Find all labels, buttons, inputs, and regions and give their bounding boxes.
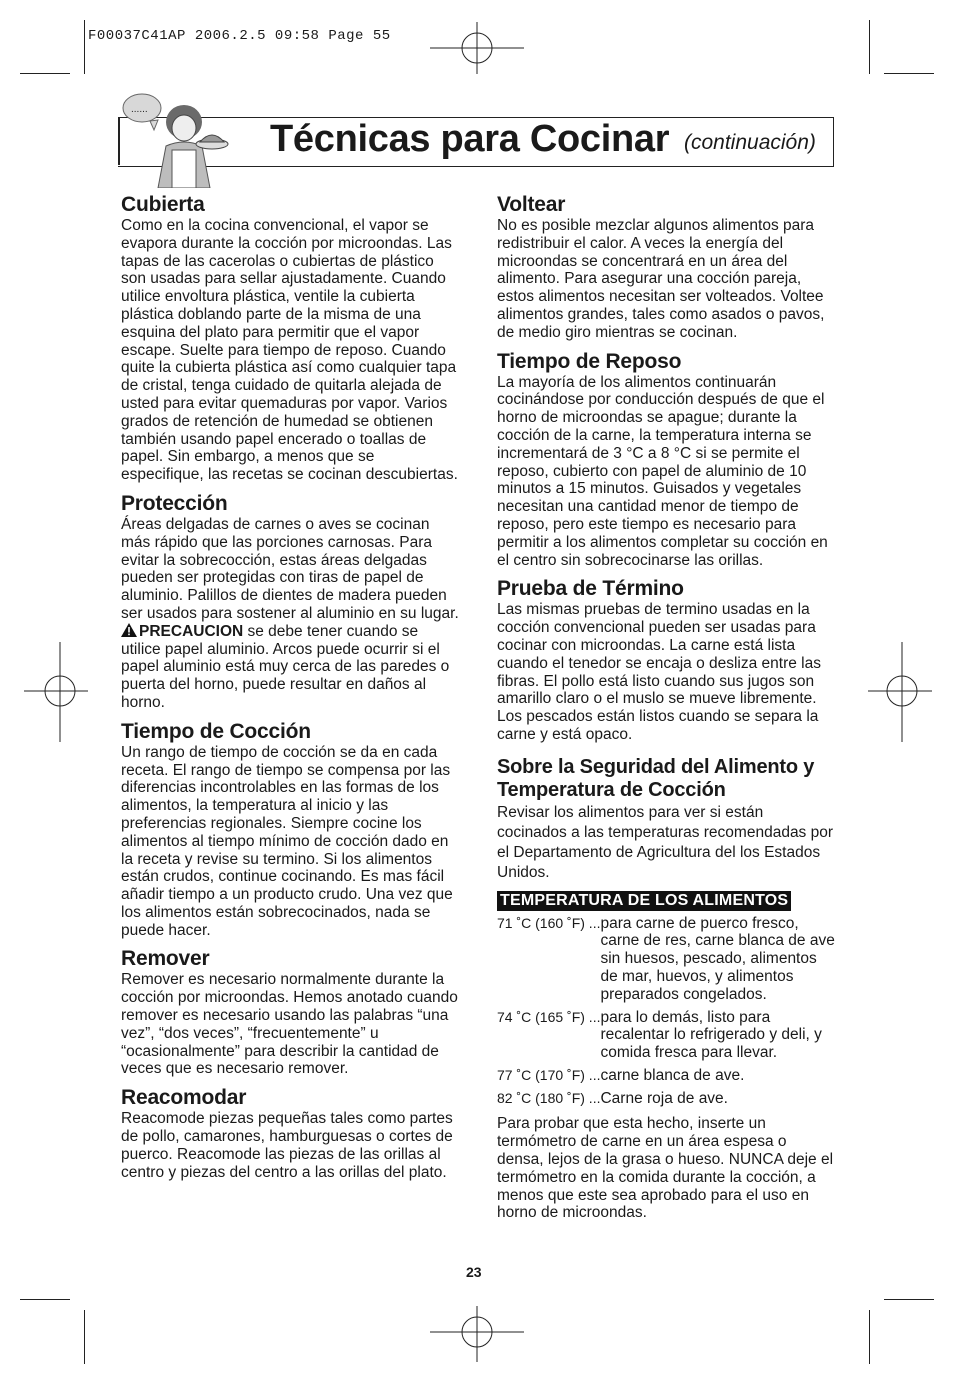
- section-prueba-termino: [497, 577, 837, 743]
- crop-mark: [20, 73, 70, 74]
- section-heading: Cubierta: [121, 193, 205, 216]
- section-seguridad: [497, 756, 837, 1223]
- registration-target-icon: [430, 22, 524, 74]
- section-tiempo-reposo: [497, 350, 837, 570]
- page-number: 23: [466, 1264, 482, 1280]
- section-heading: Sobre la Seguridad del Alimento y Temperatura de Cocción: [497, 755, 815, 801]
- section-voltear: [497, 193, 837, 342]
- page-subtitle: (continuación): [684, 131, 816, 154]
- temperature-description: para lo demás, listo para recalentar lo refrigerado y deli, y comida fresca para llevar.: [600, 1008, 822, 1062]
- section-reacomodar: [121, 1086, 461, 1181]
- table-row: [497, 1067, 837, 1085]
- crop-mark: [84, 1310, 85, 1364]
- section-body: No es posible mezclar algunos alimentos para redistribuir el calor. A veces la energía del microondas se concentrará en un área del alimento. Para asegurar una cocción pareja, estos alimentos necesitan ser volteados. Voltee alimentos grandes, tales como asados o pavos, de medio giro mientras se cocinan.: [497, 217, 825, 341]
- section-body: Reacomode piezas pequeñas tales como partes de pollo, camarones, hamburguesas o cortes de puerco. Reacomode las piezas de las orillas al centro y piezas del centro a las orillas del plato.: [121, 1110, 453, 1181]
- registration-target-icon: [24, 642, 88, 742]
- crop-mark: [884, 1299, 934, 1300]
- crop-mark: [884, 73, 934, 74]
- section-heading: Remover: [121, 947, 210, 971]
- table-row: [497, 915, 837, 1004]
- section-body: Revisar los alimentos para ver si están cocinados a las temperaturas recomendadas por el Departamento de Agricultura del los Estados Unidos.: [497, 803, 834, 881]
- caution-label: PRECAUCION: [139, 622, 244, 640]
- crop-mark: [84, 20, 85, 74]
- crop-mark: [20, 1299, 70, 1300]
- speech-bubble-text: ......: [131, 104, 148, 115]
- section-heading: Protección: [121, 491, 228, 515]
- temperature-description: para carne de puerco fresco, carne de res, carne blanca de ave sin huesos, pescado, alimentos de mar, huevos, y alimentos preparados congelados.: [600, 914, 835, 1003]
- page-title: Técnicas para Cocinar: [270, 118, 670, 160]
- temperature-value: 71 ˚C (160 ˚F) ...: [497, 914, 601, 931]
- crop-mark: [869, 1310, 870, 1364]
- caution-body: se debe tener cuando se utilice papel aluminio. Arcos puede ocurrir si el papel aluminio está muy cerca de las paredes o puerta del horno, puede resultar en daños al horno.: [121, 622, 450, 711]
- section-heading: Tiempo de Reposo: [497, 349, 682, 373]
- section-cubierta: [121, 193, 461, 484]
- section-tiempo-coccion: [121, 720, 461, 940]
- temperature-value: 74 ˚C (165 ˚F) ...: [497, 1008, 601, 1025]
- registration-target-icon: [868, 642, 932, 742]
- left-column: [121, 193, 461, 1189]
- temperature-value: 82 ˚C (180 ˚F) ...: [497, 1089, 601, 1106]
- print-slug: F00037C41AP 2006.2.5 09:58 Page 55: [88, 28, 391, 44]
- section-heading: Voltear: [497, 193, 566, 216]
- temperature-value: 77 ˚C (170 ˚F) ...: [497, 1066, 601, 1083]
- section-heading: Reacomodar: [121, 1086, 247, 1110]
- crop-mark: [869, 20, 870, 74]
- caution-paragraph: [121, 623, 461, 712]
- registration-target-icon: [430, 1306, 524, 1362]
- temperature-description: carne blanca de ave.: [600, 1066, 745, 1084]
- temperature-description: Carne roja de ave.: [600, 1089, 728, 1107]
- section-body: Las mismas pruebas de termino usadas en la cocción convencional pueden ser usadas para cocinar con microondas. La carne está lista cuando el tenedor se encaja o desliza entre las fibras. El pollo está listo cuando sus jugos son amarillo claro o el muslo se mueve libremente. Los pescados están listos cuando se separa la carne y está opaco.: [497, 601, 821, 743]
- section-heading: Prueba de Término: [497, 577, 684, 601]
- section-body: La mayoría de los alimentos continuarán cocinándose por conducción después de que el horno de microondas se apague; durante la cocción de la carne, la temperatura interna se incrementará de 3 °C a 8 °C si se permite el reposo, cubierto con papel de aluminio de 10 minutos a 15 minutos. Guisados y vegetales necesitan una cantidad menor de tiempo de reposo, pero este tiempo es necesario para permitir a los alimentos completar su cocción en el centro sin sobrecocinarse las orillas.: [497, 373, 828, 569]
- section-proteccion: [121, 492, 461, 712]
- right-column: [497, 193, 837, 1222]
- section-body: Remover es necesario normalmente durante la cocción por microondas. Hemos anotado cuando remover es necesario usando las palabras “una vez”, “dos veces”, “frecuentemente” u “ocasionalmente” para describir la cantidad de veces que es necesario remover.: [121, 971, 458, 1078]
- section-body: Áreas delgadas de carnes o aves se cocinan más rápido que las porciones carnosas. Para evitar la sobrecocción, estas áreas delgadas pueden ser protegidas con tiras de papel de aluminio. Palillos de dientes de madera pueden ser usados para sostener al aluminio en su lugar.: [121, 515, 459, 622]
- warning-icon: [121, 623, 137, 637]
- section-heading: Tiempo de Cocción: [121, 719, 311, 743]
- section-remover: [121, 947, 461, 1078]
- section-body: Un rango de tiempo de cocción se da en cada receta. El rango de tiempo se compensa por las diferencias incontrolables en las formas de los alimentos, la temperatura al inicio y las preferencias regionales. Siempre cocine los alimentos al tiempo mínimo de cocción dado en la receta y revise su termino. Si los alimentos están crudos, continue cocinando. Es mas fácil añadir tiempo a un producto crudo. Una vez que los alimentos están sobrecocinados, nada se puede hacer.: [121, 743, 453, 939]
- section-body: Como en la cocina convencional, el vapor se evapora durante la cocción por microondas. Las tapas de las cacerolas o cubiertas de plástico son usadas para sellar ajustadamente. Cuando utilice envoltura plástica, ventile la cubierta plástica doblando parte de la misma de una esquina del plato para permitir que el vapor escape. Suelte para tiempo de reposo. Cuando quite la cubierta plástica así como cualquier tapa de cristal, tenga cuidado de quitarla alejada de usted para evitar quemaduras por vapor. Varios grados de retención de humedad se obtienen también usando papel encerado o toallas de papel. Sin embargo, a menos que se especifique, las recetas se cocinan descubiertas.: [121, 217, 458, 484]
- table-row: [497, 1009, 837, 1062]
- table-row: [497, 1090, 837, 1108]
- temperature-table: [497, 915, 837, 1108]
- chef-illustration-icon: [120, 88, 232, 188]
- closing-paragraph: Para probar que esta hecho, inserte un termómetro de carne en un área espesa o densa, lejos de la grasa o hueso. NUNCA deje el termómetro en la comida durante la cocción, a menos que este sea aprobado para el uso en horno de microondas.: [497, 1115, 834, 1222]
- temperature-table-header: TEMPERATURA DE LOS ALIMENTOS: [497, 891, 791, 911]
